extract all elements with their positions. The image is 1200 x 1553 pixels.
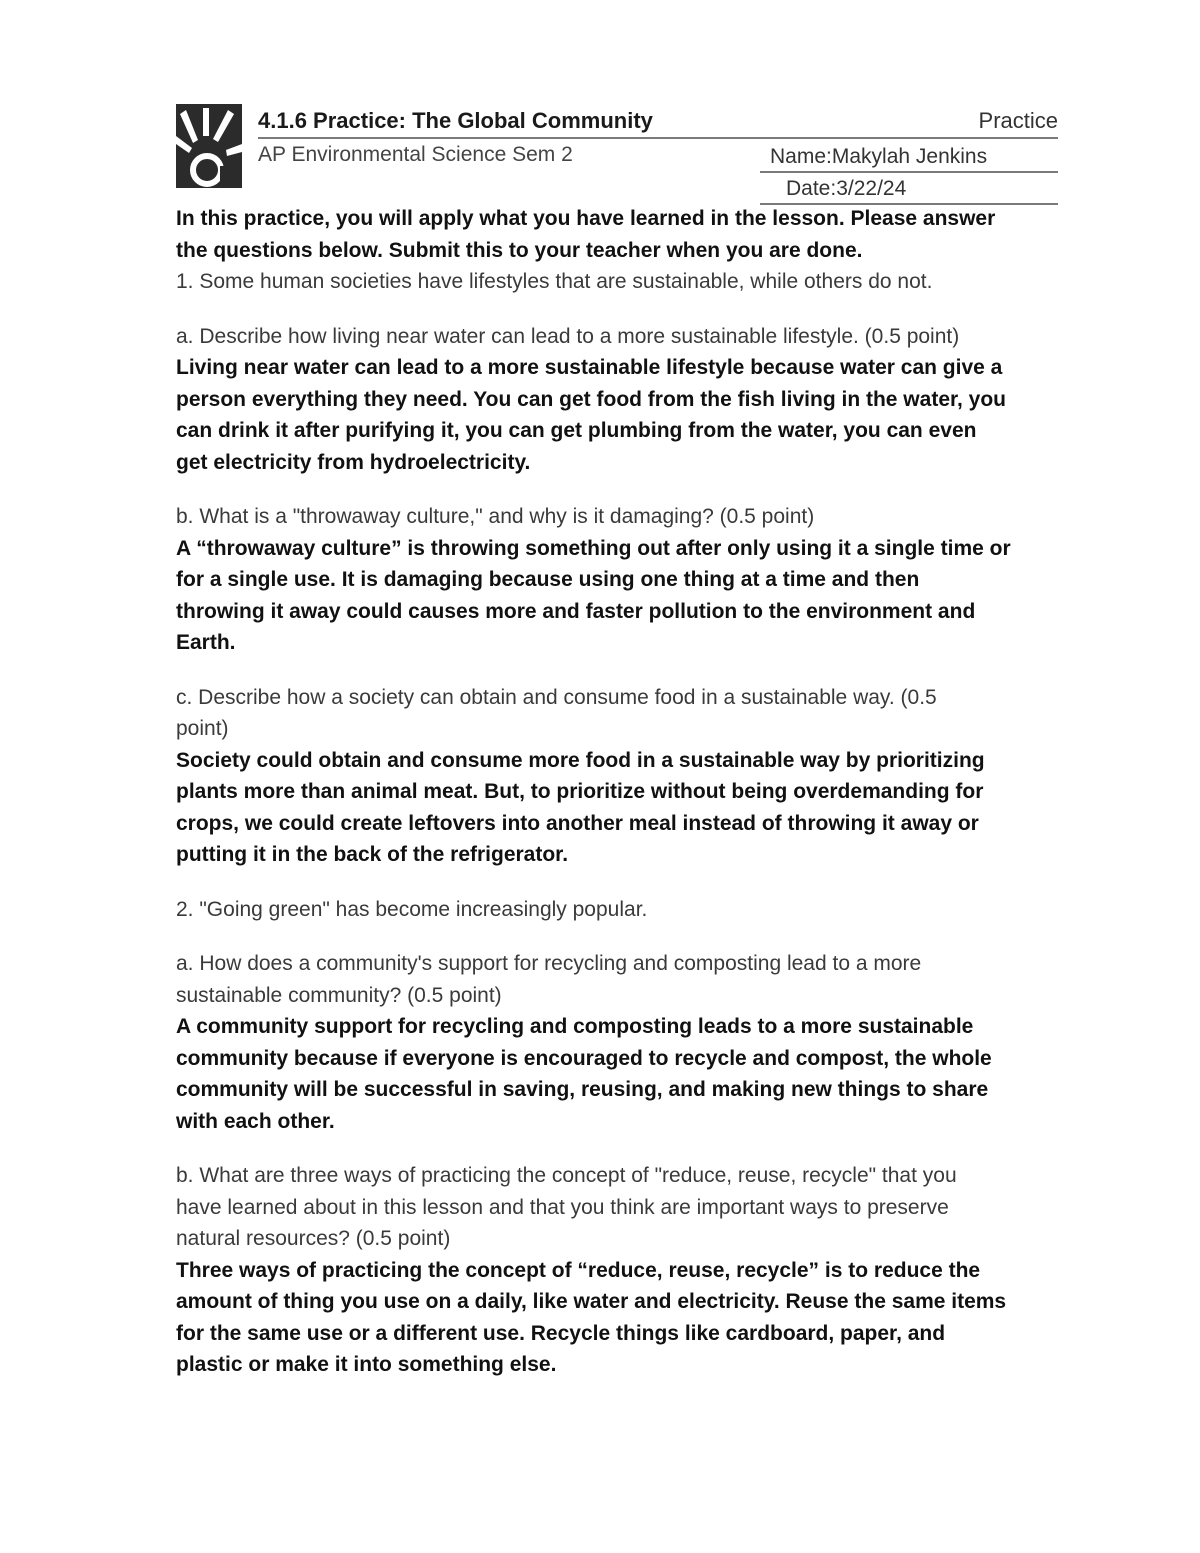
answer-1c-line: Society could obtain and consume more food in a sustainable way by prioritizing — [176, 748, 985, 772]
answer-1a-line: Living near water can lead to a more sustainable lifestyle because water can give a — [176, 356, 1003, 379]
answer-2a-line: community because if everyone is encouraged to recycle and compost, the whole — [176, 1046, 992, 1070]
question-2b: natural resources? (0.5 point) — [176, 1227, 451, 1250]
answer-1c-line: plants more than animal meat. But, to prioritize without being overdemanding for — [176, 780, 984, 803]
answer-1c-line: crops, we could create leftovers into another meal instead of throwing it away or — [176, 811, 979, 835]
question-2b: have learned about in this lesson and that you think are important ways to preserve — [176, 1195, 949, 1219]
date-value: 3/22/24 — [836, 177, 907, 200]
question-1c: point) — [176, 717, 229, 740]
course-name: AP Environmental Science Sem 2 — [258, 143, 573, 166]
name-underline — [760, 171, 1058, 173]
answer-1b-line: for a single use. It is damaging because using one thing at a time and then — [176, 568, 920, 591]
question-1-prompt: 1. Some human societies have lifestyles that are sustainable, while others do not. — [176, 270, 933, 293]
intro-line: the questions below. Submit this to your teacher when you are done. — [176, 238, 863, 262]
sunburst-logo-icon — [176, 104, 242, 188]
question-2a: a. How does a community's support for recycling and composting lead to a more — [176, 952, 922, 975]
date-label: Date: — [786, 177, 837, 200]
question-1c: c. Describe how a society can obtain and consume food in a sustainable way. (0.5 — [176, 685, 937, 709]
answer-1c-line: putting it in the back of the refrigerator. — [176, 843, 569, 866]
worksheet-body — [176, 203, 1066, 1381]
page-title: 4.1.6 Practice: The Global Community — [258, 108, 653, 133]
intro-line: In this practice, you will apply what you have learned in the lesson. Please answer — [176, 207, 996, 230]
date-field — [786, 177, 906, 201]
question-2a: sustainable community? (0.5 point) — [176, 983, 502, 1007]
name-label: Name: — [770, 145, 832, 168]
answer-2b-line: amount of thing you use on a daily, like water and electricity. Reuse the same items — [176, 1290, 1007, 1313]
question-1b: b. What is a "throwaway culture," and why is it damaging? (0.5 point) — [176, 505, 815, 528]
question-2-prompt: 2. "Going green" has become increasingly popular. — [176, 897, 648, 921]
answer-2a-line: A community support for recycling and composting leads to a more sustainable — [176, 1015, 974, 1038]
answer-1a-line: get electricity from hydroelectricity. — [176, 450, 531, 474]
answer-2b-line: plastic or make it into something else. — [176, 1353, 557, 1376]
answer-2b-line: Three ways of practicing the concept of “reduce, reuse, recycle” is to reduce the — [176, 1258, 981, 1282]
name-value: Makylah Jenkins — [831, 145, 988, 168]
question-1a: a. Describe how living near water can lead to a more sustainable lifestyle. (0.5 point) — [176, 324, 960, 348]
document-type-label: Practice — [978, 108, 1058, 133]
answer-2b-line: for the same use or a different use. Recycle things like cardboard, paper, and — [176, 1321, 946, 1345]
header-divider — [258, 137, 1058, 139]
answer-1b-line: Earth. — [176, 631, 236, 654]
name-field — [770, 145, 987, 169]
answer-1b-line: A “throwaway culture” is throwing something out after only using it a single time or — [176, 536, 1011, 560]
answer-2a-line: community will be successful in saving, reusing, and making new things to share — [176, 1078, 989, 1101]
answer-2a-line: with each other. — [176, 1109, 335, 1133]
answer-1a-line: can drink it after purifying it, you can get plumbing from the water, you can even — [176, 419, 977, 442]
question-2b: b. What are three ways of practicing the concept of "reduce, reuse, recycle" that you — [176, 1164, 957, 1187]
answer-1b-line: throwing it away could causes more and faster pollution to the environment and — [176, 599, 976, 623]
answer-1a-line: person everything they need. You can get food from the fish living in the water, you — [176, 387, 1007, 411]
